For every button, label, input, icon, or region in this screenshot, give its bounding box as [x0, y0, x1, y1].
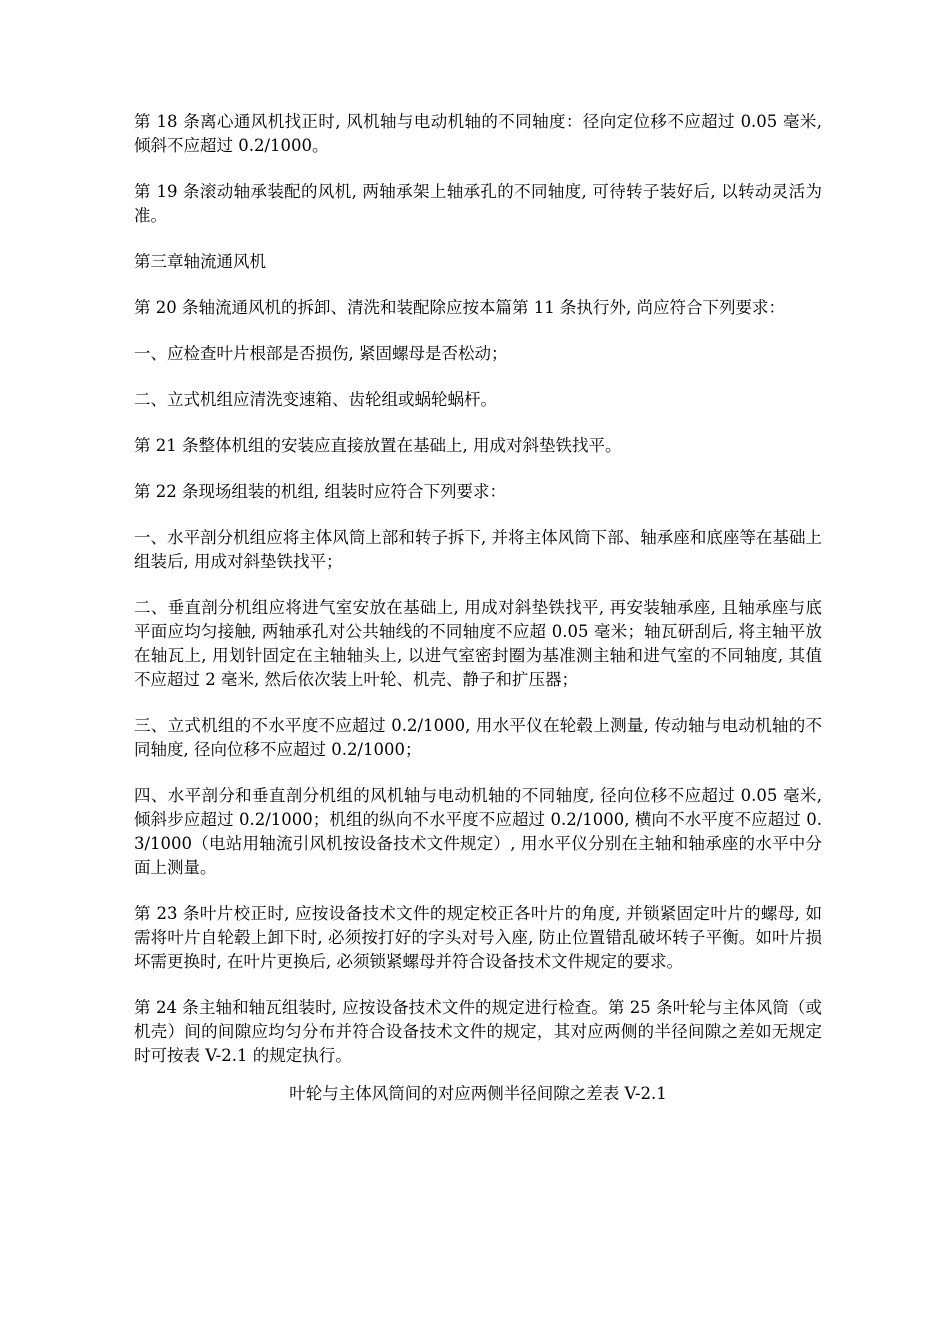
- article-23-paragraph: 第 23 条叶片校正时, 应按设备技术文件的规定校正各叶片的角度, 并锁紧固定叶片的螺母, 如需将叶片自轮毂上卸下时, 必须按打好的字头对号入座, 防止位置错乱破坏转子平衡。如叶片损坏需更换时, 在叶片更换后, 必须锁紧螺母并符合设备技术文件规定的要求。: [134, 904, 822, 971]
- article-22-item-2: 二、垂直剖分机组应将进气室安放在基础上, 用成对斜垫铁找平, 再安装轴承座, 且轴承座与底平面应均匀接触, 两轴承孔对公共轴线的不同轴度不应超 0.05 毫米；轴瓦研刮后, 将主轴平放在轴瓦上, 用划针固定在主轴轴头上, 以进气室密封圈为基准测主轴和进气室的不同轴度, 其值不应超过 2 毫米, 然后依次装上叶轮、机壳、静子和扩压器；: [134, 598, 822, 689]
- article-21-paragraph: 第 21 条整体机组的安装应直接放置在基础上, 用成对斜垫铁找平。: [134, 436, 622, 455]
- article-22-item-4: 四、水平剖分和垂直剖分机组的风机轴与电动机轴的不同轴度, 径向位移不应超过 0.05 毫米, 倾斜步应超过 0.2/1000；机组的纵向不水平度不应超过 0.2/1000, 横向不水平度不应超过 0.3/1000（电站用轴流引风机按设备技术文件规定）, 用水平仪分别在主轴和轴承座的水平中分面上测量。: [134, 786, 822, 877]
- table-caption: 叶轮与主体风筒间的对应两侧半径间隙之差表 V-2.1: [289, 1084, 667, 1103]
- document-body: [134, 110, 822, 1106]
- article-19-paragraph: 第 19 条滚动轴承装配的风机, 两轴承架上轴承孔的不同轴度, 可待转子装好后, 以转动灵活为准。: [134, 182, 822, 225]
- article-20-item-2: 二、立式机组应清洗变速箱、齿轮组或蜗轮蜗杆。: [134, 390, 497, 409]
- article-20-item-1: 一、应检查叶片根部是否损伤, 紧固螺母是否松动；: [134, 344, 508, 363]
- article-18-paragraph: 第 18 条离心通风机找正时, 风机轴与电动机轴的不同轴度：径向定位移不应超过 0.05 毫米, 倾斜不应超过 0.2/1000。: [134, 112, 822, 155]
- article-20-paragraph: 第 20 条轴流通风机的拆卸、清洗和装配除应按本篇第 11 条执行外, 尚应符合下列要求：: [134, 298, 785, 317]
- article-22-paragraph: 第 22 条现场组装的机组, 组装时应符合下列要求：: [134, 482, 506, 501]
- article-22-item-3: 三、立式机组的不水平度不应超过 0.2/1000, 用水平仪在轮毂上测量, 传动轴与电动机轴的不同轴度, 径向位移不应超过 0.2/1000；: [134, 716, 822, 759]
- article-22-item-1: 一、水平剖分机组应将主体风筒上部和转子拆下, 并将主体风筒下部、轴承座和底座等在基础上组装后, 用成对斜垫铁找平；: [134, 528, 822, 571]
- chapter-3-heading: 第三章轴流通风机: [134, 252, 266, 271]
- article-24-25-paragraph: 第 24 条主轴和轴瓦组装时, 应按设备技术文件的规定进行检查。第 25 条叶轮与主体风筒（或机壳）间的间隙应均匀分布并符合设备技术文件的规定，其对应两侧的半径间隙之差如无规定时可按表 V-2.1 的规定执行。: [134, 998, 822, 1065]
